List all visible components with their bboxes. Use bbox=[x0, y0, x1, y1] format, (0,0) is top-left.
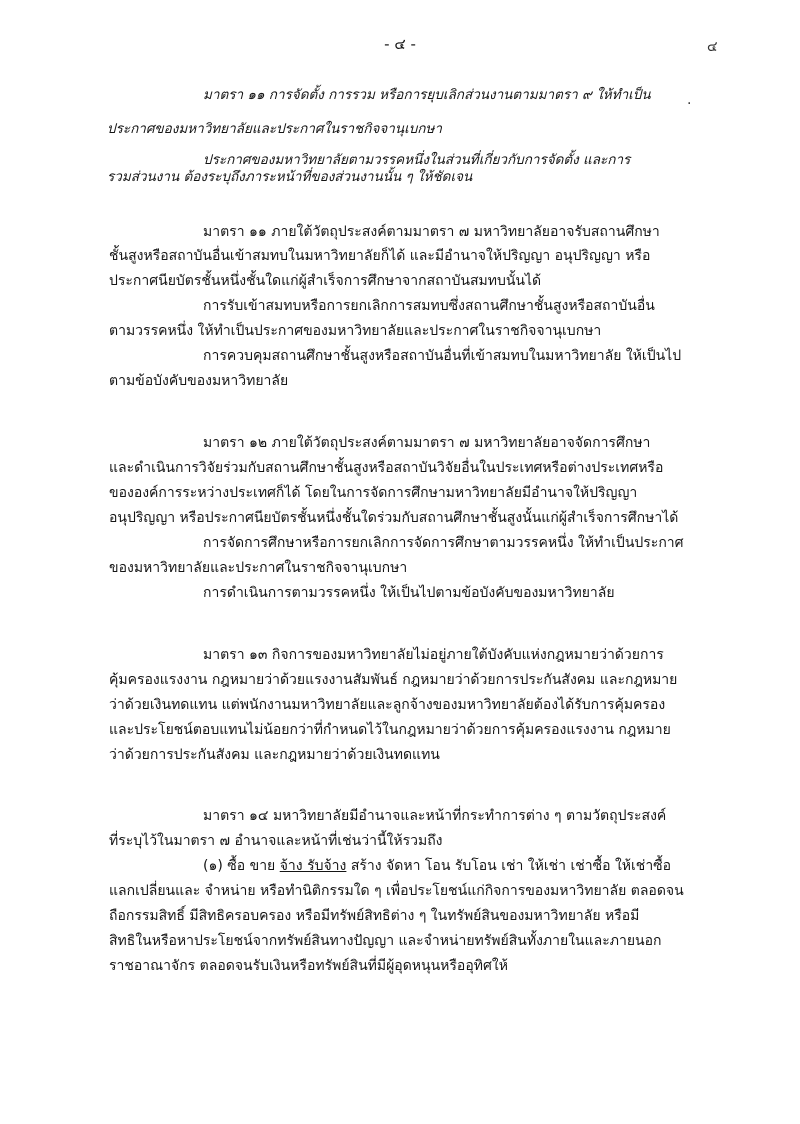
section-12-line: และดำเนินการวิจัยร่วมกับสถานศึกษาชั้นสูงหรือสถาบันวิจัยอื่นในประเทศหรือต่างประเทศหรือ bbox=[109, 460, 664, 476]
section-13-line: ว่าด้วยเงินทดแทน แต่พนักงานมหาวิทยาลัยและลูกจ้างของมหาวิทยาลัยต้องได้รับการคุ้มครอง bbox=[109, 697, 666, 713]
section-11-line: ชั้นสูงหรือสถาบันอื่นเข้าสมทบในมหาวิทยาลัยก็ได้ และมีอำนาจให้ปริญญา อนุปริญญา หรือ bbox=[109, 248, 651, 264]
section-13-line: ว่าด้วยการประกันสังคม และกฎหมายว่าด้วยเงินทดแทน bbox=[109, 747, 440, 763]
note-line: มาตรา ๑๑ การจัดตั้ง การรวม หรือการยุบเลิกส่วนงานตามมาตรา ๙ ให้ทำเป็น bbox=[203, 87, 651, 103]
section-13-line: มาตรา ๑๓ กิจการของมหาวิทยาลัยไม่อยู่ภายใต้บังคับแห่งกฎหมายว่าด้วยการ bbox=[203, 647, 664, 663]
section-11-line: ประกาศนียบัตรชั้นหนึ่งชั้นใดแก่ผู้สำเร็จการศึกษาจากสถาบันสมทบนั้นได้ bbox=[109, 273, 542, 289]
section-13-line: คุ้มครองแรงงาน กฎหมายว่าด้วยแรงงานสัมพันธ์ กฎหมายว่าด้วยการประกันสังคม และกฎหมาย bbox=[109, 672, 678, 688]
section-14-line: ที่ระบุไว้ในมาตรา ๗ อำนาจและหน้าที่เช่นว่านี้ให้รวมถึง bbox=[109, 833, 443, 849]
section-14-line: แลกเปลี่ยนและ จำหน่าย หรือทำนิติกรรมใด ๆ เพื่อประโยชน์แก่กิจการของมหาวิทยาลัย ตลอดจน bbox=[109, 883, 684, 899]
section-14-line: มาตรา ๑๔ มหาวิทยาลัยมีอำนาจและหน้าที่กระทำการต่าง ๆ ตามวัตถุประสงค์ bbox=[203, 808, 667, 824]
section-12-line: การดำเนินการตามวรรคหนึ่ง ให้เป็นไปตามข้อบังคับของมหาวิทยาลัย bbox=[203, 585, 615, 601]
note-line: รวมส่วนงาน ต้องระบุถึงภาระหน้าที่ของส่วนงานนั้น ๆ ให้ชัดเจน bbox=[107, 169, 473, 185]
section-11-line: การรับเข้าสมทบหรือการยกเลิกการสมทบซึ่งสถานศึกษาชั้นสูงหรือสถาบันอื่น bbox=[203, 298, 655, 314]
page-number: - ๔ - bbox=[384, 35, 416, 53]
section-14-line: สิทธิในหรือหาประโยชน์จากทรัพย์สินทางปัญญา และจำหน่ายทรัพย์สินทั้งภายในและภายนอก bbox=[109, 933, 662, 949]
section-12-line: การจัดการศึกษาหรือการยกเลิกการจัดการศึกษาตามวรรคหนึ่ง ให้ทำเป็นประกาศ bbox=[203, 535, 684, 551]
note-line: ประกาศของมหาวิทยาลัยตามวรรคหนึ่งในส่วนที่เกี่ยวกับการจัดตั้ง และการ bbox=[203, 152, 631, 168]
section-11-line: มาตรา ๑๑ ภายใต้วัตถุประสงค์ตามมาตรา ๗ มหาวิทยาลัยอาจรับสถานศึกษา bbox=[203, 224, 660, 240]
section-11-line: ตามข้อบังคับของมหาวิทยาลัย bbox=[109, 373, 289, 389]
section-12-line: มาตรา ๑๒ ภายใต้วัตถุประสงค์ตามมาตรา ๗ มหาวิทยาลัยอาจจัดการศึกษา bbox=[203, 435, 651, 451]
section-13-line: และประโยชน์ตอบแทนไม่น้อยกว่าที่กำหนดไว้ในกฎหมายว่าด้วยการคุ้มครองแรงงาน กฎหมาย bbox=[109, 722, 671, 738]
section-11-line: การควบคุมสถานศึกษาชั้นสูงหรือสถาบันอื่นที่เข้าสมทบในมหาวิทยาลัย ให้เป็นไป bbox=[203, 348, 682, 364]
section-11-line: ตามวรรคหนึ่ง ให้ทำเป็นประกาศของมหาวิทยาลัยและประกาศในราชกิจจานุเบกษา bbox=[109, 323, 602, 339]
item-1-rest: สร้าง จัดหา โอน รับโอน เช่า ให้เช่า เช่าซื้อ ให้เช่าซื้อ bbox=[346, 858, 672, 874]
section-14-line: ถือกรรมสิทธิ์ มีสิทธิครอบครอง หรือมีทรัพย์สิทธิต่าง ๆ ในทรัพย์สินของมหาวิทยาลัย หรือมี bbox=[109, 908, 640, 924]
section-12-line: ขององค์การระหว่างประเทศก็ได้ โดยในการจัดการศึกษามหาวิทยาลัยมีอำนาจให้ปริญญา bbox=[109, 485, 638, 501]
item-1-underlined-text: จ้าง รับจ้าง bbox=[279, 858, 347, 874]
section-14-line: ราชอาณาจักร ตลอดจนรับเงินหรือทรัพย์สินที่มีผู้อุดหนุนหรืออุทิศให้ bbox=[109, 958, 508, 974]
side-mark: . bbox=[687, 92, 692, 108]
section-12-line: อนุปริญญา หรือประกาศนียบัตรชั้นหนึ่งชั้นใดร่วมกับสถานศึกษาชั้นสูงนั้นแก่ผู้สำเร็จการศึกษาได้ bbox=[109, 510, 679, 526]
section-12-line: ของมหาวิทยาลัยและประกาศในราชกิจจานุเบกษา bbox=[109, 560, 408, 576]
note-line: ประกาศของมหาวิทยาลัยและประกาศในราชกิจจานุเบกษา bbox=[107, 121, 442, 137]
margin-mark: ๔ bbox=[707, 39, 718, 55]
section-14-item-1 bbox=[203, 856, 671, 876]
item-1-prefix: (๑) ซื้อ ขาย bbox=[203, 858, 280, 874]
